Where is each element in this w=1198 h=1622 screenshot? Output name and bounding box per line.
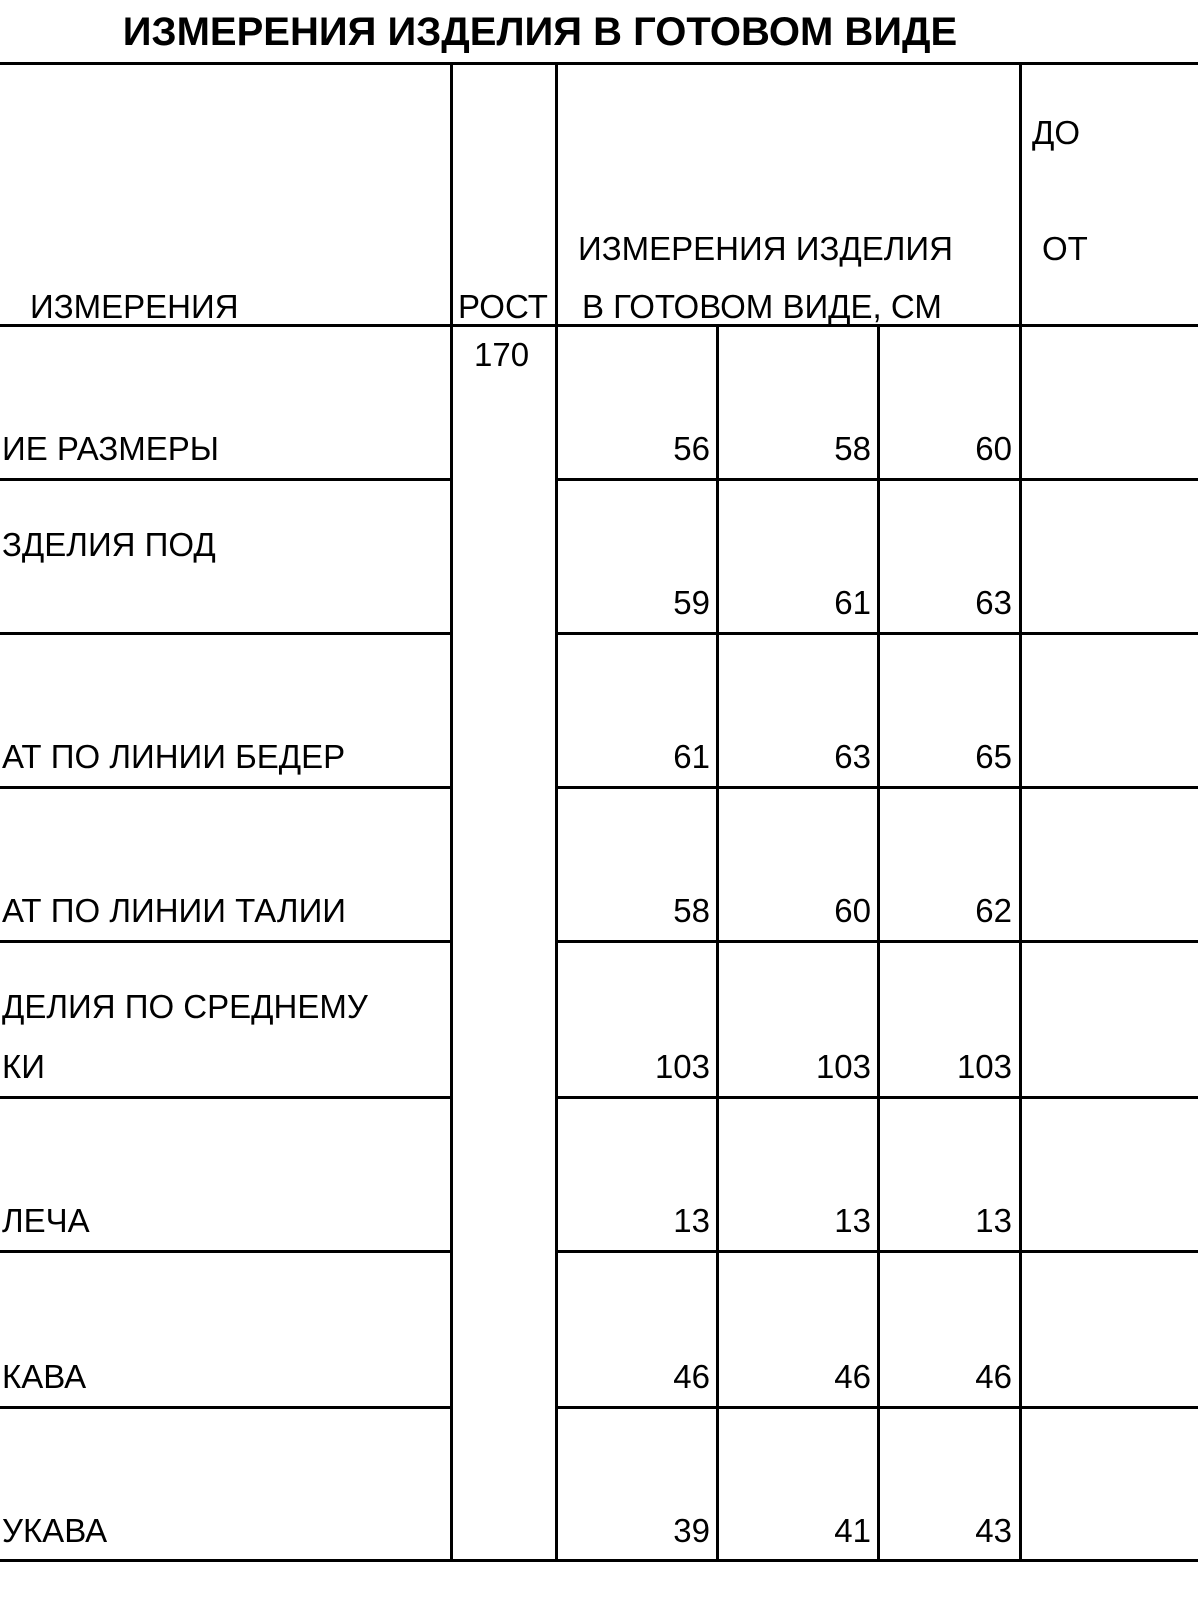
row-label-line2: ЛЕЧА bbox=[2, 1202, 90, 1239]
size-value: 63 bbox=[975, 584, 1012, 621]
row-divider bbox=[0, 786, 452, 789]
size-value: 65 bbox=[975, 738, 1012, 775]
size-value: 103 bbox=[654, 1048, 710, 1085]
row-divider bbox=[0, 478, 452, 481]
row-divider bbox=[0, 1250, 452, 1253]
cut-column-header-line2: ОТ bbox=[1042, 230, 1088, 267]
column-divider bbox=[450, 62, 453, 1562]
row-label-line2: АТ ПО ЛИНИИ БЕДЕР bbox=[2, 738, 346, 775]
height-value: 170 bbox=[474, 336, 530, 373]
size-value: 60 bbox=[975, 430, 1012, 467]
column-divider bbox=[877, 324, 880, 1562]
size-value: 43 bbox=[975, 1512, 1012, 1549]
column-divider bbox=[555, 62, 558, 1562]
size-value: 13 bbox=[673, 1202, 710, 1239]
size-value: 39 bbox=[673, 1512, 710, 1549]
size-value: 41 bbox=[834, 1512, 871, 1549]
size-value: 61 bbox=[834, 584, 871, 621]
size-value: 56 bbox=[673, 430, 710, 467]
size-value: 103 bbox=[956, 1048, 1012, 1085]
row-divider bbox=[0, 632, 452, 635]
row-label-line1: ДЕЛИЯ ПО СРЕДНЕМУ bbox=[2, 988, 368, 1025]
size-value: 103 bbox=[815, 1048, 871, 1085]
row-label-line2: УКАВА bbox=[2, 1512, 108, 1549]
document-title: ИЗМЕРЕНИЯ ИЗДЕЛИЯ В ГОТОВОМ ВИДЕ bbox=[122, 10, 958, 54]
row-label-line2: КАВА bbox=[2, 1358, 87, 1395]
height-column-header: РОСТ bbox=[458, 288, 548, 325]
row-label-line2: АТ ПО ЛИНИИ ТАЛИИ bbox=[2, 892, 347, 929]
size-value: 46 bbox=[975, 1358, 1012, 1395]
size-value: 58 bbox=[834, 430, 871, 467]
column-divider bbox=[1019, 62, 1022, 1562]
measures-column-header-line1: ИЗМЕРЕНИЯ ИЗДЕЛИЯ bbox=[578, 230, 953, 267]
row-divider bbox=[0, 940, 452, 943]
size-value: 58 bbox=[673, 892, 710, 929]
measurement-column-header: ИЗМЕРЕНИЯ bbox=[30, 288, 239, 325]
cut-column-header-line1: ДО bbox=[1032, 114, 1081, 151]
column-divider bbox=[716, 324, 719, 1562]
row-divider bbox=[0, 1096, 452, 1099]
row-label-line2: ИЕ РАЗМЕРЫ bbox=[2, 430, 219, 467]
row-label-line1: ЗДЕЛИЯ ПОД bbox=[2, 526, 216, 563]
size-value: 60 bbox=[834, 892, 871, 929]
size-value: 63 bbox=[834, 738, 871, 775]
size-value: 13 bbox=[834, 1202, 871, 1239]
row-label-line2: КИ bbox=[2, 1048, 45, 1085]
size-value: 62 bbox=[975, 892, 1012, 929]
row-divider bbox=[0, 1406, 452, 1409]
size-value: 46 bbox=[673, 1358, 710, 1395]
size-value: 59 bbox=[673, 584, 710, 621]
size-value: 13 bbox=[975, 1202, 1012, 1239]
measures-column-header-line2: В ГОТОВОМ ВИДЕ, СМ bbox=[582, 288, 942, 325]
size-table bbox=[0, 62, 1198, 1622]
size-value: 46 bbox=[834, 1358, 871, 1395]
size-value: 61 bbox=[673, 738, 710, 775]
